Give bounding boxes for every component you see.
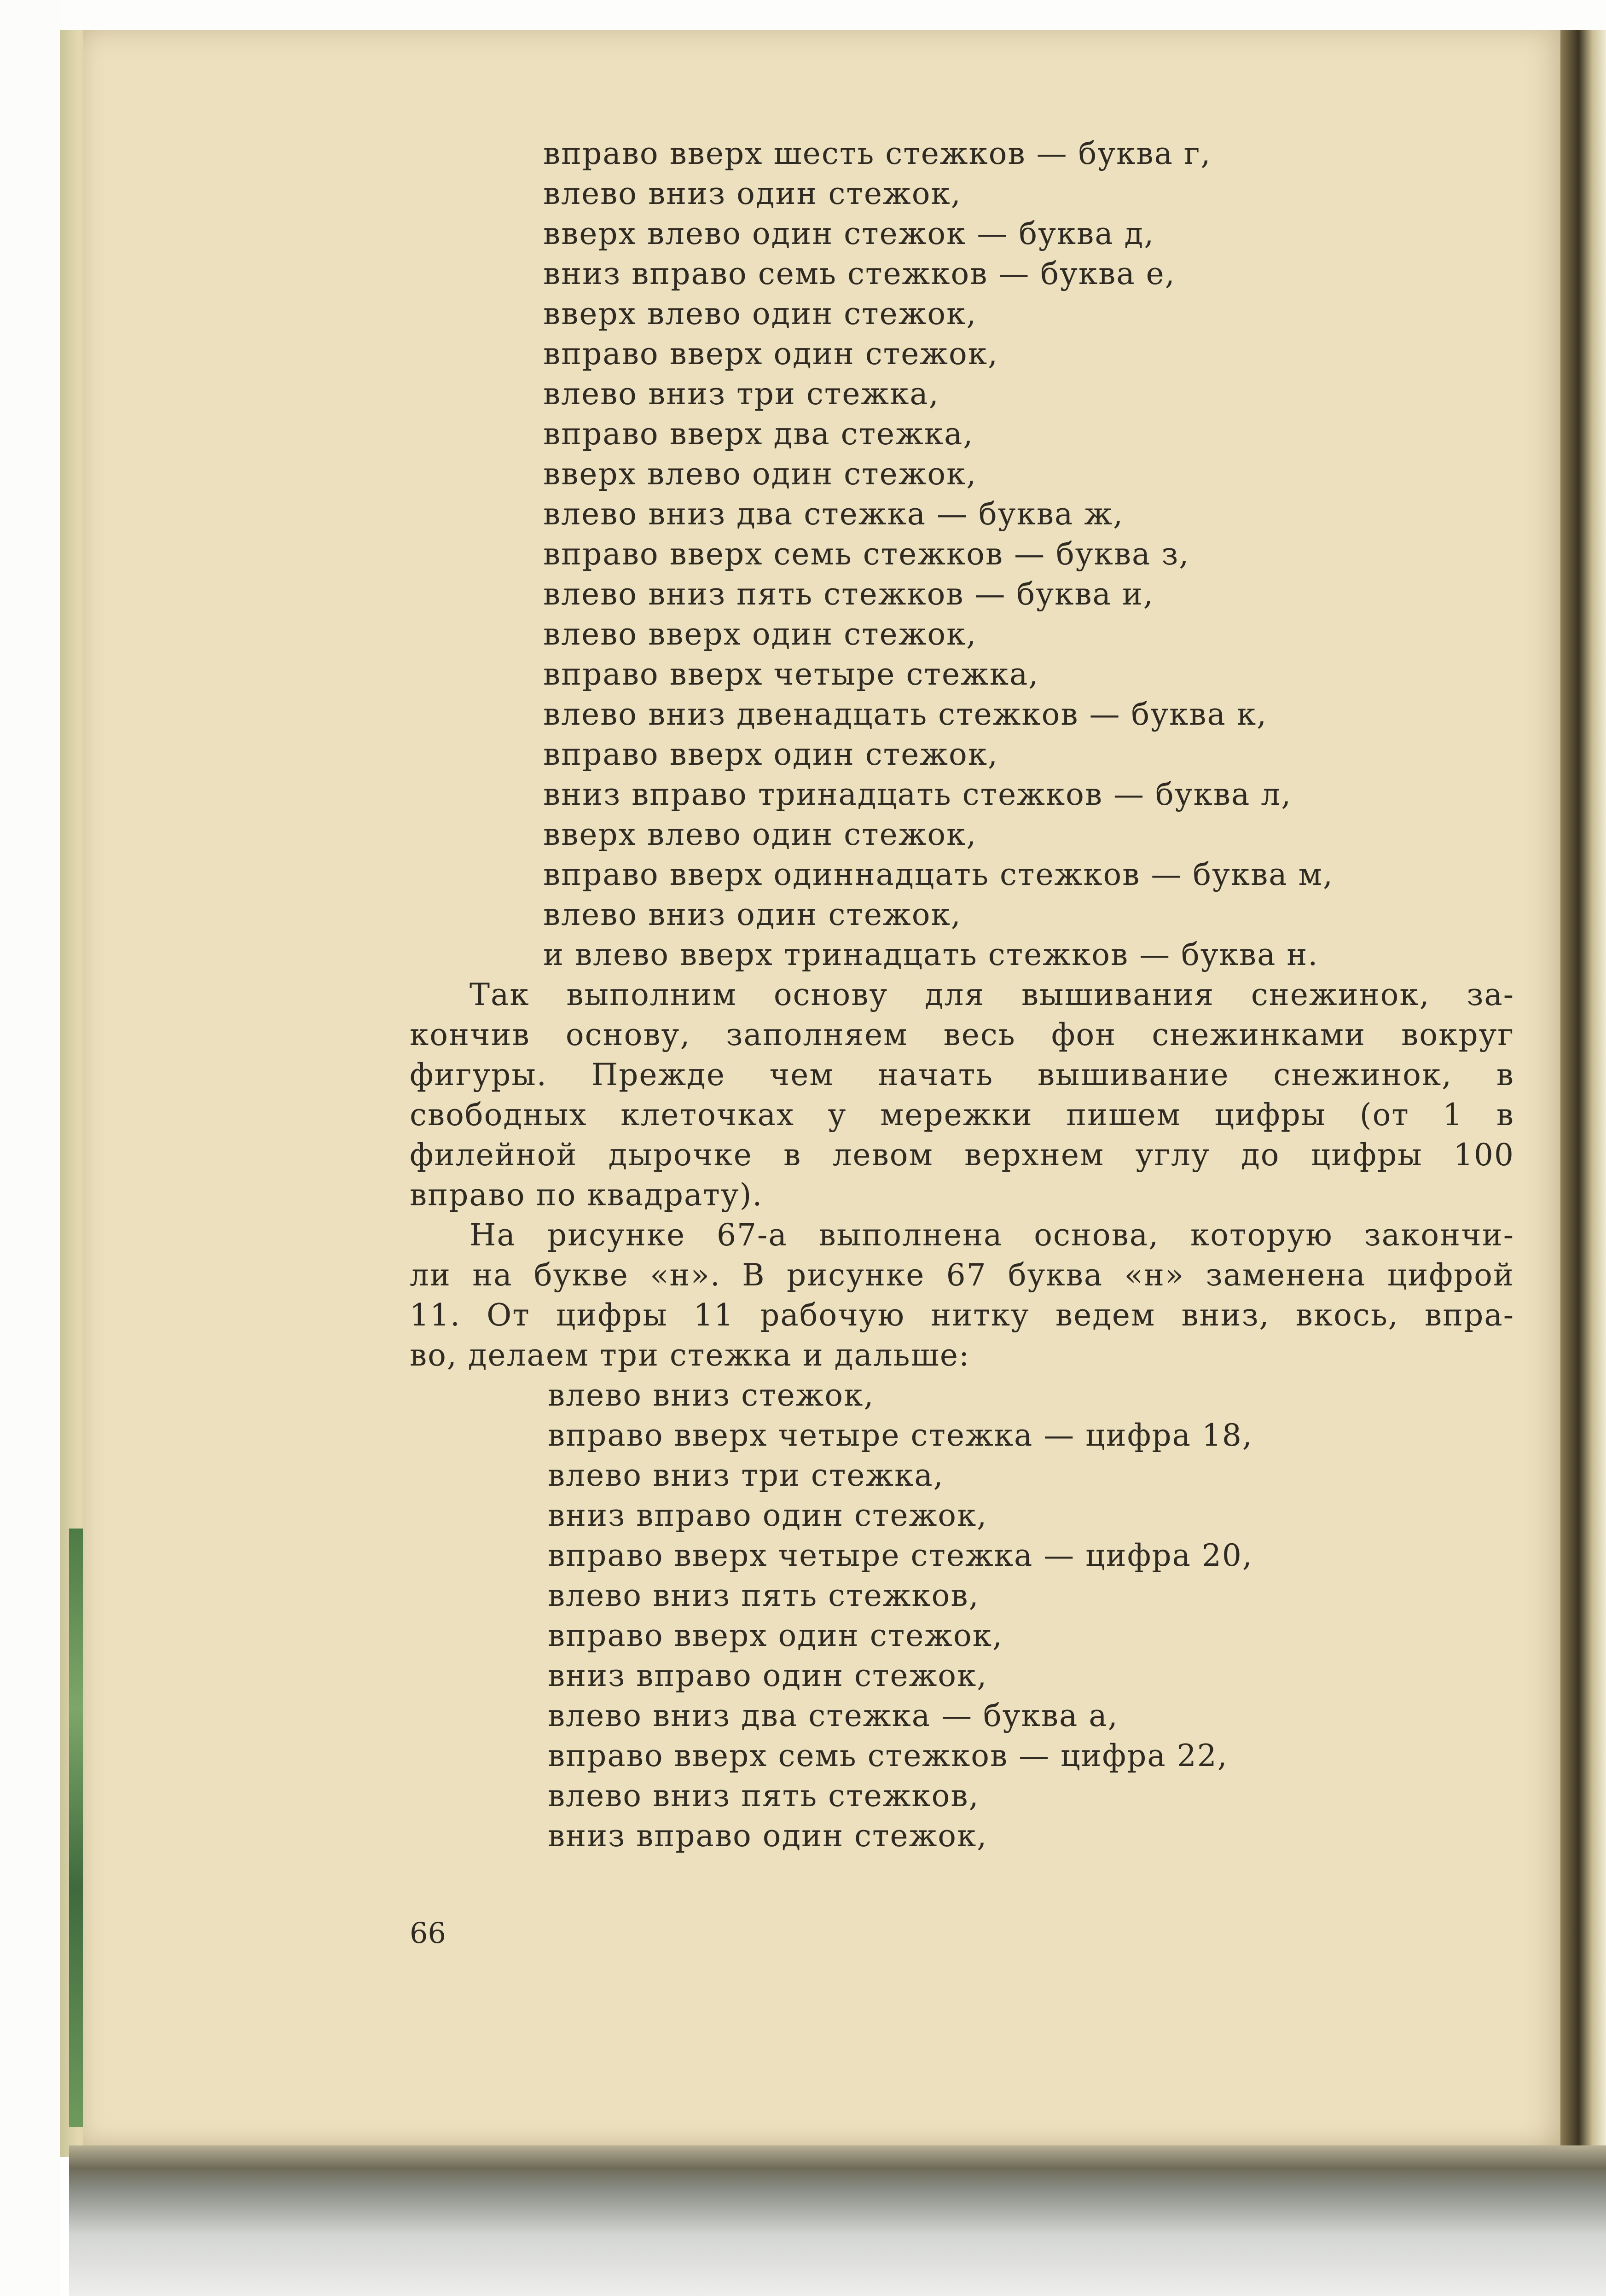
list-item: влево вниз пять стежков — буква и, [543, 576, 1154, 612]
list-item: вправо вверх один стежок, [548, 1618, 1003, 1653]
list-item: влево вниз три стежка, [543, 376, 939, 412]
list-item: вправо вверх один стежок, [543, 336, 998, 372]
list-item: вправо вверх семь стежков — буква з, [543, 536, 1190, 572]
page-number: 66 [410, 1916, 446, 1950]
list-item: влево вниз три стежка, [548, 1458, 944, 1493]
paragraph-line: ли на букве «н». В рисунке 67 буква «н» заменена цифрой [410, 1257, 1514, 1293]
list-item: вниз вправо тринадцать стежков — буква л, [543, 777, 1292, 812]
list-item: вправо вверх четыре стежка, [543, 657, 1039, 692]
list-item: вверх влево один стежок, [543, 817, 977, 852]
list-item: вниз вправо один стежок, [548, 1498, 988, 1533]
paragraph-line: На рисунке 67-а выполнена основа, которую закончи- [470, 1217, 1514, 1253]
list-item: влево вниз один стежок, [543, 897, 962, 932]
paragraph-line: филейной дырочке в левом верхнем углу до цифры 100 [410, 1137, 1514, 1173]
paragraph-line: фигуры. Прежде чем начать вышивание снежинок, в [410, 1057, 1514, 1093]
paragraph-line: кончив основу, заполняем весь фон снежинками вокруг [410, 1017, 1514, 1052]
list-item: влево вниз два стежка — буква ж, [543, 496, 1124, 532]
paragraph-line: 11. От цифры 11 рабочую нитку ведем вниз, вкось, впра- [410, 1297, 1514, 1333]
list-item: вправо вверх одиннадцать стежков — буква м, [543, 857, 1334, 892]
list-item: вверх влево один стежок — буква д, [543, 216, 1155, 251]
list-item: и влево вверх тринадцать стежков — буква н. [543, 937, 1319, 972]
list-item: вверх влево один стежок, [543, 296, 977, 331]
list-item: вправо вверх шесть стежков — буква г, [543, 136, 1212, 171]
list-item: вправо вверх семь стежков — цифра 22, [548, 1738, 1228, 1773]
list-item: вправо вверх четыре стежка — цифра 18, [548, 1418, 1253, 1453]
list-item: влево вниз пять стежков, [548, 1778, 980, 1814]
list-item: вправо вверх два стежка, [543, 416, 974, 452]
list-item: вниз вправо семь стежков — буква е, [543, 256, 1176, 291]
list-item: влево вниз двенадцать стежков — буква к, [543, 697, 1268, 732]
paragraph-line: вправо по квадрату). [410, 1177, 763, 1213]
list-item: вниз вправо один стежок, [548, 1658, 988, 1693]
list-item: вправо вверх четыре стежка — цифра 20, [548, 1538, 1253, 1573]
list-item: влево вниз два стежка — буква а, [548, 1698, 1119, 1733]
paragraph-line: во, делаем три стежка и дальше: [410, 1337, 970, 1373]
paragraph-line: свободных клеточках у мережки пишем цифры (от 1 в [410, 1097, 1514, 1133]
list-item: влево вниз один стежок, [543, 176, 962, 211]
list-item: вниз вправо один стежок, [548, 1818, 988, 1854]
list-item: влево вниз пять стежков, [548, 1578, 980, 1613]
list-item: влево вниз стежок, [548, 1378, 875, 1413]
paragraph-line: Так выполним основу для вышивания снежинок, за- [470, 977, 1514, 1012]
list-item: влево вверх один стежок, [543, 616, 977, 652]
list-item: вправо вверх один стежок, [543, 737, 998, 772]
list-item: вверх влево один стежок, [543, 456, 977, 492]
